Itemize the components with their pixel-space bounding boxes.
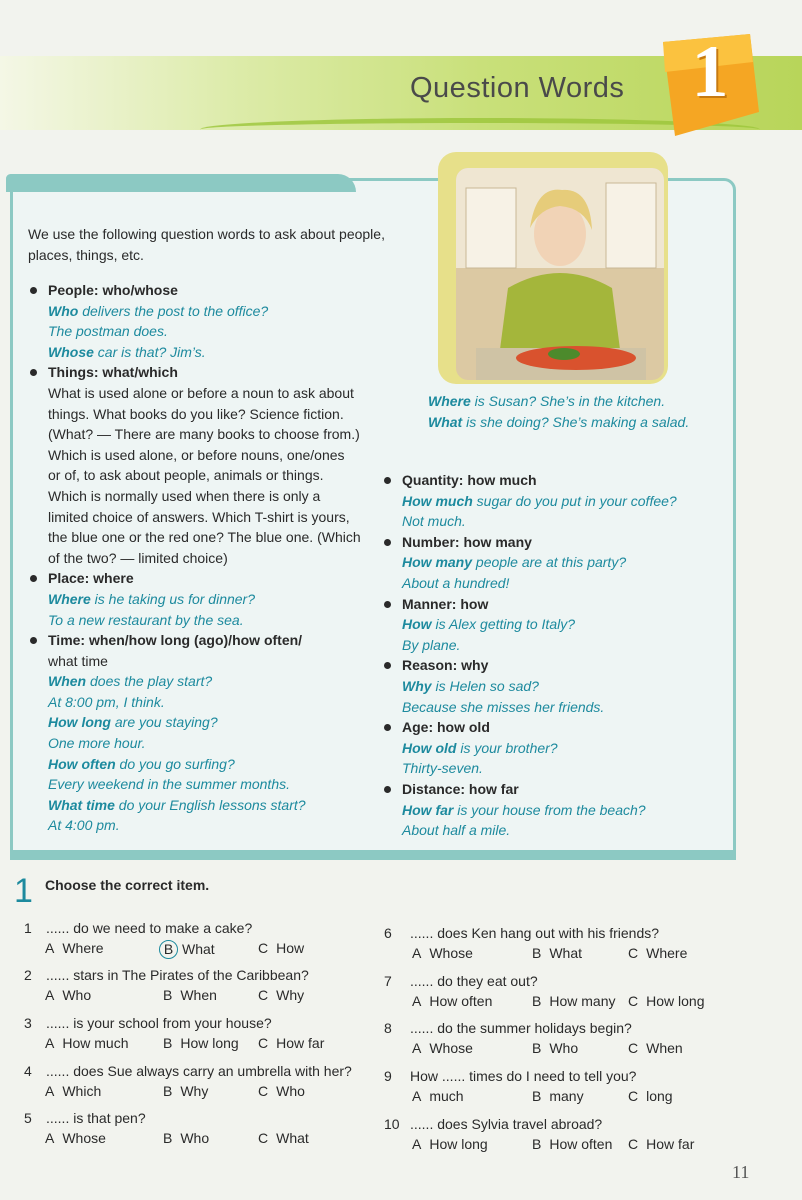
answer-option-c[interactable]: [258, 1035, 324, 1051]
grammar-item-label: Place: where: [48, 570, 134, 587]
explanation-line: of the two? — limited choice): [48, 549, 228, 566]
option-text: How often: [429, 993, 493, 1009]
answer-option-b[interactable]: [163, 987, 217, 1003]
question-number: 7: [384, 973, 392, 989]
option-letter: B: [532, 945, 542, 961]
answer-option-a[interactable]: [412, 1040, 473, 1056]
answer-option-a[interactable]: [45, 1130, 106, 1146]
option-letter: C: [258, 1083, 269, 1099]
page-number: 11: [732, 1162, 750, 1182]
option-letter: C: [258, 1130, 269, 1146]
option-text: Where: [646, 945, 688, 961]
example-line: How old is your brother?: [402, 739, 558, 756]
grammar-item-things: [26, 362, 366, 568]
question-number: 2: [24, 967, 32, 983]
option-letter: A: [412, 1088, 422, 1104]
explanation-line: Which is normally used when there is only a: [48, 487, 321, 504]
grammar-item-time: [26, 630, 366, 836]
answer-option-a[interactable]: [45, 1083, 101, 1099]
example-line: How is Alex getting to Italy?: [402, 616, 576, 633]
grammar-item-distance: [380, 779, 680, 841]
option-text: Who: [549, 1040, 579, 1056]
grammar-item-reason: [380, 655, 680, 717]
bullet-icon: [384, 662, 391, 669]
explanation-line: limited choice of answers. Which T-shirt is yours,: [48, 508, 350, 525]
example-line: Whose car is that? Jim’s.: [48, 343, 206, 360]
grammar-box-tab: [6, 174, 356, 192]
example-line: How long are you staying?: [48, 714, 218, 731]
answer-option-a[interactable]: [412, 945, 473, 961]
bullet-icon: [384, 786, 391, 793]
example-line: How many people are at this party?: [402, 554, 627, 571]
option-letter: A: [45, 1083, 55, 1099]
question-stem: ...... is your school from your house?: [46, 1015, 272, 1031]
answer-option-a[interactable]: [45, 1035, 128, 1051]
option-letter: B: [163, 1130, 173, 1146]
bullet-icon: [30, 287, 37, 294]
option-text: Where: [62, 940, 104, 956]
option-text: How: [276, 940, 305, 956]
option-text: How many: [549, 993, 616, 1009]
answer-option-c[interactable]: [258, 1083, 305, 1099]
bullet-icon: [30, 637, 37, 644]
grammar-intro: We use the following question words to ask about people, places, things, etc.: [28, 226, 385, 263]
option-letter: A: [45, 1130, 55, 1146]
option-letter: B: [163, 1083, 173, 1099]
example-line: By plane.: [402, 636, 461, 653]
option-text: much: [429, 1088, 464, 1104]
option-text: What: [182, 941, 215, 957]
answer-option-a[interactable]: [45, 940, 104, 956]
answer-option-b[interactable]: [532, 1088, 584, 1104]
option-text: How much: [62, 1035, 129, 1051]
question-number: 8: [384, 1020, 392, 1036]
answer-option-b[interactable]: [532, 1040, 578, 1056]
bullet-icon: [384, 724, 391, 731]
example-line: To a new restaurant by the sea.: [48, 611, 244, 628]
grammar-item-number: [380, 532, 680, 594]
option-letter: C: [628, 945, 639, 961]
option-letter: B: [163, 987, 173, 1003]
answer-option-a[interactable]: [412, 993, 492, 1009]
option-letter: A: [412, 1040, 422, 1056]
grammar-item-label: Manner: how: [402, 595, 489, 612]
answer-option-a[interactable]: [45, 987, 91, 1003]
question-number: 4: [24, 1063, 32, 1079]
explanation-line: (What? — There are many books to choose from.): [48, 426, 360, 443]
example-line: The postman does.: [48, 323, 168, 340]
question-stem: ...... is that pen?: [46, 1110, 146, 1126]
option-text: Who: [62, 987, 92, 1003]
photo-caption: [428, 391, 728, 432]
grammar-item-manner: [380, 594, 680, 656]
question-number: 6: [384, 925, 392, 941]
question-stem: How ...... times do I need to tell you?: [410, 1068, 637, 1084]
question-stem: ...... do they eat out?: [410, 973, 538, 989]
example-line: Not much.: [402, 513, 466, 530]
grammar-item-label: Distance: how far: [402, 780, 519, 797]
answer-option-c[interactable]: [628, 945, 687, 961]
example-line: One more hour.: [48, 735, 146, 752]
option-text: Whose: [62, 1130, 106, 1146]
answer-option-c[interactable]: [258, 1130, 309, 1146]
example-line: About half a mile.: [402, 822, 511, 839]
option-text: When: [646, 1040, 683, 1056]
answer-option-c[interactable]: [628, 1040, 683, 1056]
option-letter: A: [412, 993, 422, 1009]
question-stem: ...... does Ken hang out with his friends?: [410, 925, 660, 941]
option-letter: B: [532, 1136, 542, 1152]
option-text: How long: [429, 1136, 488, 1152]
option-text: What: [549, 945, 583, 961]
option-letter: A: [45, 1035, 55, 1051]
answer-option-c[interactable]: [258, 940, 304, 956]
option-letter: A: [45, 987, 55, 1003]
option-text: Why: [276, 987, 305, 1003]
bullet-icon: [30, 369, 37, 376]
bullet-icon: [384, 477, 391, 484]
grammar-item-label: Quantity: how much: [402, 472, 537, 488]
option-text: Who: [276, 1083, 305, 1099]
question-number: 10: [384, 1116, 400, 1132]
question-number: 9: [384, 1068, 392, 1084]
example-line: Thirty-seven.: [402, 760, 483, 777]
exercise-instruction: Choose the correct item.: [45, 877, 210, 893]
answer-option-b[interactable]: [532, 993, 615, 1009]
option-letter: C: [628, 1040, 639, 1056]
explanation-line: what time: [48, 652, 108, 669]
option-text: Whose: [429, 945, 473, 961]
bullet-icon: [30, 575, 37, 582]
example-line: What time do your English lessons start?: [48, 796, 306, 813]
example-line: How far is your house from the beach?: [402, 801, 646, 818]
question-stem: ...... does Sylvia travel abroad?: [410, 1116, 603, 1132]
option-letter: B: [532, 1040, 542, 1056]
option-letter: B: [532, 1088, 542, 1104]
grammar-right-column: [380, 470, 680, 841]
option-letter: A: [412, 945, 422, 961]
unit-title: Question Words: [410, 72, 625, 104]
grammar-item-label: Reason: why: [402, 657, 489, 674]
grammar-item-label: Time: when/how long (ago)/how often/: [48, 632, 303, 649]
option-text: What: [276, 1130, 309, 1146]
example-line: Why is Helen so sad?: [402, 677, 539, 694]
answer-option-b[interactable]: [163, 1083, 208, 1099]
answer-option-b[interactable]: [532, 1136, 612, 1152]
question-number: 5: [24, 1110, 32, 1126]
option-text: How often: [549, 1136, 613, 1152]
explanation-line: things. What books do you like? Science fiction.: [48, 405, 344, 422]
question-stem: ...... does Sue always carry an umbrella with her?: [46, 1063, 352, 1079]
option-text: Which: [62, 1083, 102, 1099]
option-letter: C: [258, 987, 269, 1003]
grammar-item-label: People: who/whose: [48, 282, 178, 298]
option-text: Who: [180, 1130, 210, 1146]
answer-option-b[interactable]: [163, 1130, 209, 1146]
answer-option-b[interactable]: [163, 1035, 239, 1051]
kitchen-photo: [456, 168, 664, 380]
answer-option-c[interactable]: [628, 993, 705, 1009]
example-line: At 8:00 pm, I think.: [48, 693, 165, 710]
question-stem: ...... do we need to make a cake?: [46, 920, 253, 936]
answer-option-a[interactable]: [412, 1136, 488, 1152]
option-text: How far: [646, 1136, 695, 1152]
example-line: Because she misses her friends.: [402, 698, 605, 715]
grammar-item-place: [26, 568, 366, 630]
bullet-icon: [384, 539, 391, 546]
option-letter: C: [628, 1088, 639, 1104]
option-letter: C: [628, 993, 639, 1009]
example-line: How much sugar do you put in your coffee?: [402, 492, 677, 509]
circled-answer-icon: B: [159, 940, 178, 959]
option-text: How long: [646, 993, 705, 1009]
option-letter: B: [163, 1035, 173, 1051]
option-text: How far: [276, 1035, 325, 1051]
grammar-item-age: [380, 717, 680, 779]
question-stem: ...... do the summer holidays begin?: [410, 1020, 632, 1036]
option-text: Why: [180, 1083, 209, 1099]
option-letter: C: [258, 940, 269, 956]
bullet-icon: [384, 601, 391, 608]
example-line: Where is he taking us for dinner?: [48, 590, 256, 607]
grammar-left-column: [26, 280, 366, 836]
answer-option-c[interactable]: [258, 987, 304, 1003]
option-letter: A: [412, 1136, 422, 1152]
question-number: 3: [24, 1015, 32, 1031]
option-text: long: [646, 1088, 673, 1104]
answer-option-a[interactable]: [412, 1088, 464, 1104]
example-line: Who delivers the post to the office?: [48, 302, 269, 319]
answer-option-c[interactable]: [628, 1088, 673, 1104]
explanation-line: the blue one or the red one? The blue one. (Which: [48, 529, 361, 546]
exercise-number: 1: [14, 872, 33, 910]
explanation-line: or of, to ask about people, animals or things.: [48, 467, 324, 484]
grammar-item-label: Things: what/which: [48, 364, 178, 381]
option-text: When: [180, 987, 217, 1003]
example-line: Every weekend in the summer months.: [48, 776, 290, 793]
answer-option-b[interactable]: [532, 945, 582, 961]
explanation-line: Which is used alone, or before nouns, one/ones: [48, 446, 345, 463]
grammar-box-bottom-rule: [10, 850, 736, 860]
explanation-line: What is used alone or before a noun to ask about: [48, 384, 354, 401]
example-line: How often do you go surfing?: [48, 755, 235, 772]
option-letter: C: [628, 1136, 639, 1152]
grammar-item-label: Age: how old: [402, 719, 490, 736]
grammar-item-label: Number: how many: [402, 533, 532, 550]
example-line: When does the play start?: [48, 673, 213, 690]
option-letter: A: [45, 940, 55, 956]
example-line: About a hundred!: [402, 574, 510, 591]
option-text: How long: [180, 1035, 239, 1051]
option-text: Whose: [429, 1040, 473, 1056]
question-stem: ...... stars in The Pirates of the Caribbean?: [46, 967, 309, 983]
grammar-item-people: [26, 280, 366, 362]
example-line: At 4:00 pm.: [48, 817, 120, 834]
answer-option-c[interactable]: [628, 1136, 694, 1152]
question-number: 1: [24, 920, 32, 936]
caption-line: What is she doing? She’s making a salad.: [428, 413, 690, 430]
answer-option-b[interactable]: [163, 940, 215, 959]
unit-number: 1: [691, 31, 729, 113]
grammar-item-quantity: [380, 470, 680, 532]
option-letter: B: [532, 993, 542, 1009]
option-letter: C: [258, 1035, 269, 1051]
caption-line: Where is Susan? She’s in the kitchen.: [428, 393, 666, 409]
option-text: many: [549, 1088, 584, 1104]
